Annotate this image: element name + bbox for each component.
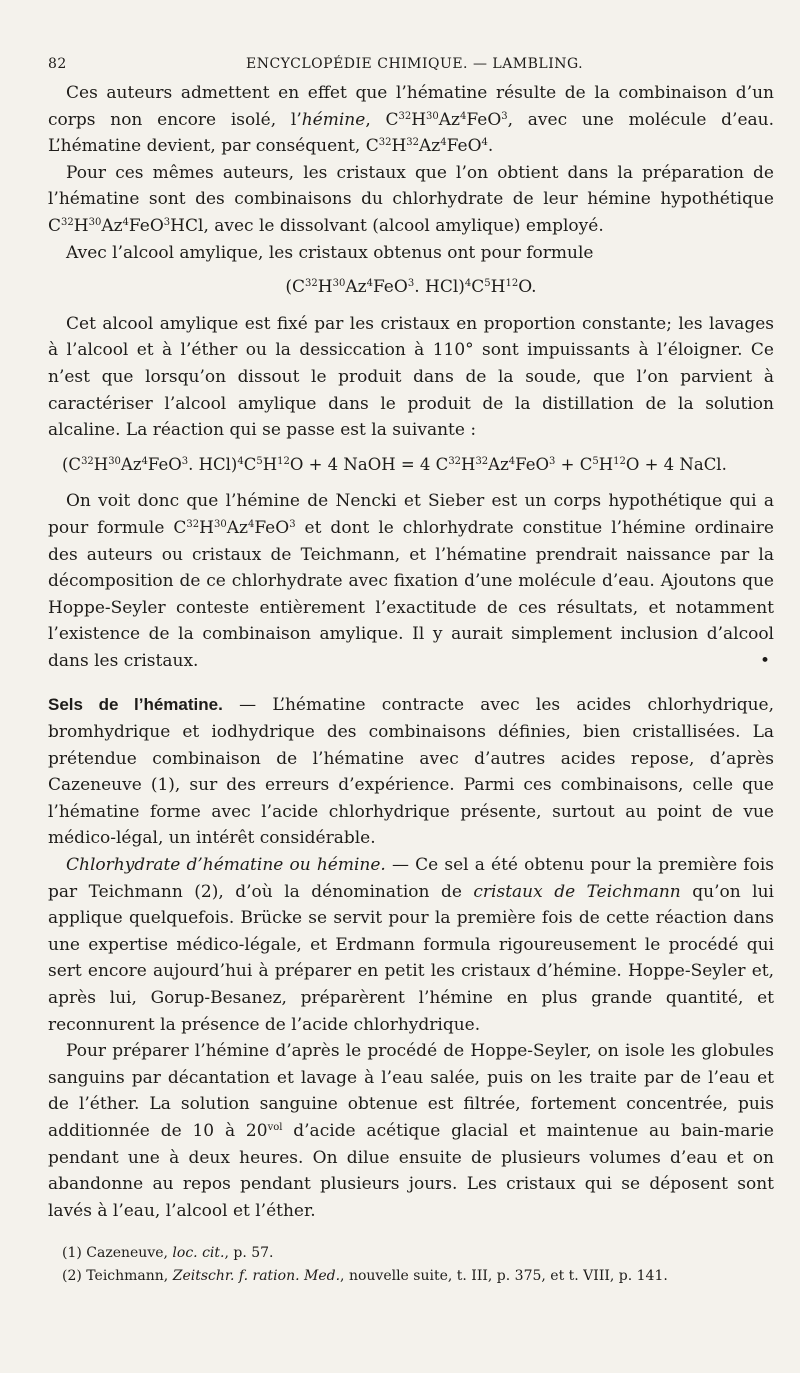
superscript: 4	[237, 455, 244, 467]
text: — L’hématine contracte avec les acides chlorhydrique, bromhydrique et iodhydrique des combinaisons définies, bien cristallisées. La prétendue combinaison de l’hématine avec d’autres acides repose, d’après Cazeneuve (1), sur des erreurs d’expérience. Parmi ces combinaisons, celle que l’hématine forme avec l’acide chlorhydrique présente, surtout au point de vue médico-légal, un intérêt considérable.	[48, 695, 774, 849]
text: .	[487, 136, 494, 157]
italic-subheading: Chlorhydrate d’hématine ou hémine.	[66, 855, 386, 876]
superscript: 4	[464, 278, 472, 290]
text: HCl, avec le dissolvant (alcool amylique) employé.	[170, 215, 604, 236]
text: Cet alcool amylique est fixé par les cristaux en proportion constante; les lavages à l’alcool et à l’éther ou la dessiccation à 110° sont impuissants à l’éloigner. Ce n’est que lorsqu’on dissout le produit dans de la soude, que l’on parvient à caractériser l’alcool amylique dans le produit de la distillation de la solution alcaline. La réaction qui se passe est la suivante :	[48, 313, 774, 441]
superscript: 3	[289, 518, 296, 530]
text: d’acide acétique glacial et maintenue au bain-marie pendant une à deux heures. On dilue ensuite de plusieurs volumes d’eau et on abandonne au repos pendant plusieurs jours. Les cristaux qui se déposent sont lavés à l’eau, l’alcool et l’éther.	[48, 1120, 774, 1221]
paragraph-5	[48, 488, 774, 674]
superscript: 4	[247, 518, 255, 530]
superscript: 32	[186, 518, 200, 530]
paragraph-1	[48, 80, 774, 160]
text: H	[490, 277, 506, 298]
paragraph-3	[48, 240, 774, 267]
text: Az	[488, 454, 509, 474]
superscript: 12	[277, 455, 290, 467]
superscript: 32	[378, 137, 392, 149]
section-heading: Sels de l’hématine.	[48, 695, 223, 715]
text: H	[411, 109, 427, 130]
text: FeO	[147, 454, 182, 474]
superscript: 30	[108, 455, 121, 467]
superscript: 4	[508, 455, 516, 467]
superscript: 4	[366, 278, 373, 290]
italic-term: cristaux de Teichmann	[473, 881, 681, 902]
text: (C	[62, 454, 82, 474]
text: Az	[101, 215, 123, 236]
superscript: 3	[181, 455, 189, 467]
text: Ces auteurs admettent en effet que l’hématine résulte de la combinaison d’un corps non encore isolé, l’	[48, 83, 774, 130]
text: FeO	[128, 215, 164, 236]
italic-term: Zeitschr. f. ration. Med.	[172, 1268, 341, 1284]
superscript: 4	[481, 137, 488, 149]
text: (1) Cazeneuve,	[62, 1245, 173, 1261]
paragraph-6	[48, 692, 774, 852]
superscript: 4	[440, 137, 447, 149]
text: O.	[518, 277, 537, 298]
running-header	[48, 52, 768, 80]
superscript: 32	[448, 455, 462, 467]
text: , C	[365, 109, 399, 130]
text: O + 4 NaOH = 4 C	[289, 454, 449, 474]
text: Az	[438, 109, 461, 130]
paragraph-7	[48, 852, 774, 1038]
superscript: 30	[88, 216, 102, 228]
text: , avec une molécule d’eau. L’hématine devient, par conséquent, C	[48, 109, 774, 157]
text: H	[199, 517, 214, 538]
text: (2) Teichmann,	[62, 1268, 173, 1284]
text: H	[317, 277, 333, 298]
text: qu’on lui applique quelquefois. Brücke se servit pour la première fois de cette réaction dans une expertise médico-légale, et Erdmann formula rigoureusement le procédé qui sert encore aujourd’hui à préparer en petit les cristaux d’hémine. Hoppe-Seyler et, après lui, Gorup-Besanez, préparèrent l’hémine en plus grande quantité, et reconnurent la présence de l’acide chlorhydrique.	[48, 881, 774, 1035]
superscript: 3	[163, 216, 171, 228]
text: Avec l’alcool amylique, les cristaux obtenus ont pour formule	[66, 242, 594, 263]
superscript: 3	[407, 278, 415, 290]
running-title: ENCYCLOPÉDIE CHIMIQUE. — LAMBLING.	[246, 56, 584, 72]
formula-2	[48, 452, 774, 479]
superscript: vol	[267, 1121, 283, 1133]
text: + C	[555, 454, 593, 474]
page-number: 82	[48, 56, 67, 72]
text: H	[391, 136, 407, 157]
text: H	[598, 454, 614, 474]
text: Pour ces mêmes auteurs, les cristaux que l’on obtient dans la préparation de l’hématine sont des combinaisons du chlorhydrate de leur hémine hypothétique C	[48, 162, 774, 236]
superscript: 3	[549, 455, 556, 467]
text: Az	[226, 517, 248, 538]
superscript: 32	[398, 110, 412, 122]
text: et dont le chlorhydrate constitue l’hémine ordinaire des auteurs ou cristaux de Teichmann, et l’hématine prendrait naissance par la décomposition de ce chlorhydrate avec fixation d’une molécule d’eau. Ajoutons que Hoppe-Seyler conteste entièrement l’exactitude de ces résultats, et notamment l’existence de la combinaison amylique. Il y aurait simplement inclusion d’alcool dans les cristaux.	[48, 517, 774, 671]
main-text	[48, 80, 774, 1224]
text: , p. 57.	[224, 1245, 274, 1261]
superscript: 32	[406, 137, 420, 149]
text: . HCl)	[188, 454, 238, 474]
bullet-mark: •	[759, 650, 770, 671]
superscript: 30	[426, 110, 439, 122]
footnotes	[62, 1242, 762, 1288]
italic-term: hémine	[301, 109, 366, 130]
text: (C	[285, 277, 306, 298]
text: H	[461, 454, 476, 474]
superscript: 12	[613, 455, 626, 467]
superscript: 32	[81, 455, 94, 467]
superscript: 32	[305, 278, 318, 290]
superscript: 32	[61, 216, 74, 228]
text: . HCl)	[414, 277, 465, 298]
formula-1	[48, 274, 774, 301]
superscript: 4	[141, 455, 148, 467]
text: FeO	[466, 109, 502, 130]
text: On voit donc que l’hémine de Nencki et Sieber est un corps hypothétique qui a pour formule C	[48, 491, 774, 538]
text: H	[73, 215, 89, 236]
text: FeO	[446, 136, 482, 157]
footnote-1	[62, 1242, 762, 1265]
italic-term: loc. cit.	[172, 1245, 225, 1261]
section-gap	[48, 674, 774, 692]
superscript: 4	[122, 216, 129, 228]
text: H	[262, 454, 278, 474]
superscript: 4	[460, 110, 467, 122]
paragraph-4	[48, 311, 774, 444]
text: FeO	[372, 277, 408, 298]
text: C	[471, 277, 485, 298]
text: FeO	[254, 517, 290, 538]
superscript: 3	[501, 110, 508, 122]
paragraph-8	[48, 1038, 774, 1224]
footnote-2	[62, 1265, 762, 1288]
text: FeO	[515, 454, 549, 474]
text: Az	[120, 454, 142, 474]
superscript: 5	[484, 278, 491, 290]
paragraph-2	[48, 160, 774, 240]
text: — Ce sel a été obtenu pour la première fois par Teichmann (2), d’où la dénomination de	[48, 855, 774, 902]
superscript: 12	[505, 278, 519, 290]
superscript: 30	[332, 278, 346, 290]
text: H	[93, 454, 109, 474]
superscript: 32	[475, 455, 489, 467]
text: Pour préparer l’hémine d’après le procédé de Hoppe-Seyler, on isole les globules sanguins par décantation et lavage à l’eau salée, puis on les traite par de l’eau et de l’éther. La solution sanguine obtenue est filtrée, fortement concentrée, puis additionnée de 10 à 20	[48, 1041, 774, 1141]
superscript: 5	[256, 455, 263, 467]
superscript: 30	[213, 518, 227, 530]
text: Az	[419, 136, 441, 157]
text: , nouvelle suite, t. III, p. 375, et t. VIII, p. 141.	[340, 1268, 668, 1284]
text: Az	[345, 277, 367, 298]
superscript: 5	[592, 455, 599, 467]
text: O + 4 NaCl.	[625, 454, 727, 474]
text: C	[243, 454, 257, 474]
